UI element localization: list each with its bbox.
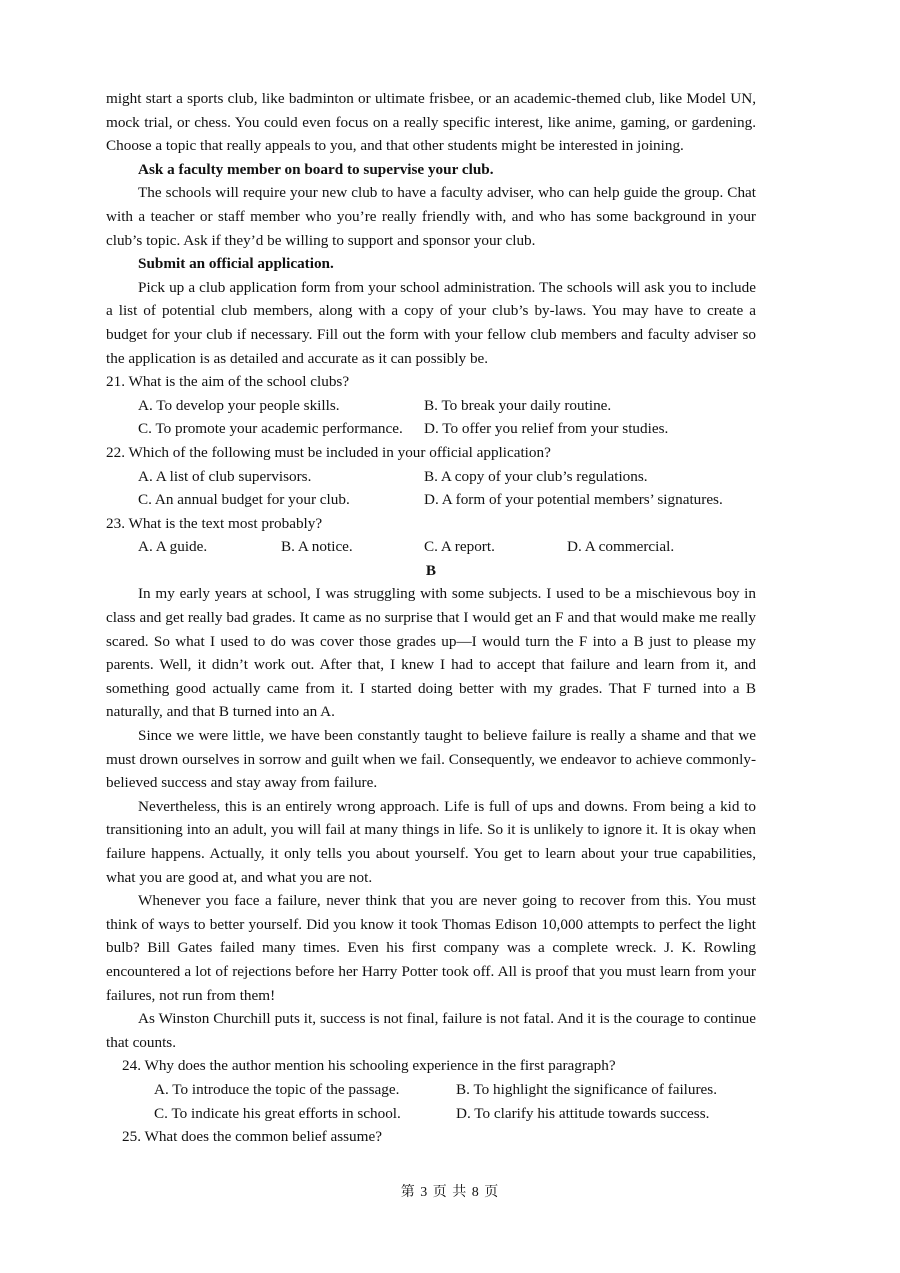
option-a: A. To develop your people skills. — [138, 396, 340, 414]
answer-options — [106, 465, 756, 512]
paragraph: As Winston Churchill puts it, success is not final, failure is not fatal. And it is the courage to continue that counts. — [106, 1010, 756, 1051]
answer-options — [106, 1078, 756, 1125]
question-stem: 24. Why does the author mention his schooling experience in the first paragraph? — [122, 1057, 616, 1075]
section-heading: Submit an official application. — [138, 255, 334, 273]
paragraph: The schools will require your new club to have a faculty adviser, who can help guide the group. Chat with a teacher or staff member who you’re really friendly with, and who has some background in your club’s topic. Ask if they’d be willing to support and sponsor your club. — [106, 184, 756, 249]
option-b: B. To break your daily routine. — [424, 396, 612, 414]
option-d: D. A form of your potential members’ signatures. — [424, 491, 723, 509]
option-a: A. To introduce the topic of the passage. — [154, 1080, 400, 1098]
option-a: A. A list of club supervisors. — [138, 467, 312, 485]
answer-options — [106, 535, 756, 559]
section-heading: Ask a faculty member on board to supervise your club. — [138, 160, 494, 178]
paragraph: Pick up a club application form from your school administration. The schools will ask you to include a list of potential club members, along with a copy of your club’s by-laws. You may have to create a budget for your club if necessary. Fill out the form with your fellow club members and faculty adviser so the application is as detailed and accurate as it can possibly be. — [106, 278, 756, 367]
option-c: C. An annual budget for your club. — [138, 491, 350, 509]
paragraph: Whenever you face a failure, never think that you are never going to recover from this. You must think of ways to better yourself. Did you know it took Thomas Edison 10,000 attempts to perfect the light bulb? Bill Gates failed many times. Even his first company was a complete wreck. J. K. Rowling encountered a lot of rejections before her Harry Potter took off. All is proof that you must learn from your failures, not run from them! — [106, 892, 756, 1004]
option-c: C. To indicate his great efforts in school. — [154, 1104, 401, 1122]
question-stem: 23. What is the text most probably? — [106, 514, 323, 532]
question-stem: 21. What is the aim of the school clubs? — [106, 373, 350, 391]
paragraph: In my early years at school, I was struggling with some subjects. I used to be a mischievous boy in class and get really bad grades. It came as no surprise that I would get an F and that would make me really scared. So what I used to do was cover those grades up—I would turn the F into a B just to please my parents. Well, it didn’t work out. After that, I knew I had to accept that failure and learn from it, and something good actually came from it. I started doing better with my grades. That F turned into a B naturally, and that B turned into an A. — [106, 585, 756, 721]
option-b: B. To highlight the significance of failures. — [456, 1080, 718, 1098]
paragraph: Since we were little, we have been constantly taught to believe failure is really a shame and that we must drown ourselves in sorrow and guilt when we fail. Consequently, we endeavor to achieve commonly- believed success and stay away from failure. — [106, 727, 756, 792]
option-d: D. To clarify his attitude towards success. — [456, 1104, 710, 1122]
paragraph: might start a sports club, like badminton or ultimate frisbee, or an academic-themed club, like Model UN, mock trial, or chess. You could even focus on a really specific interest, like anime, gaming, or gardening. Choose a topic that really appeals to you, and that other students might be interested in joining. — [106, 90, 756, 155]
option-d: D. A commercial. — [567, 538, 675, 556]
option-c: C. A report. — [424, 538, 495, 556]
option-b: B. A notice. — [281, 538, 353, 556]
answer-options — [106, 394, 756, 441]
paragraph: Nevertheless, this is an entirely wrong approach. Life is full of ups and downs. From being a kid to transitioning into an adult, you will fail at many things in life. So it is unlikely to ignore it. It is okay when failure happens. Actually, it only tells you about yourself. You get to learn about your true capabilities, what you are good at, and what you are not. — [106, 797, 756, 886]
question-stem: 22. Which of the following must be included in your official application? — [106, 443, 551, 461]
option-d: D. To offer you relief from your studies. — [424, 420, 669, 438]
question-stem: 25. What does the common belief assume? — [122, 1128, 382, 1146]
option-b: B. A copy of your club’s regulations. — [424, 467, 648, 485]
page-content — [106, 87, 756, 1149]
section-label: B — [425, 561, 437, 579]
option-c: C. To promote your academic performance. — [138, 420, 403, 438]
page-footer: 第 3 页 共 8 页 — [400, 1185, 500, 1200]
option-a: A. A guide. — [138, 538, 208, 556]
